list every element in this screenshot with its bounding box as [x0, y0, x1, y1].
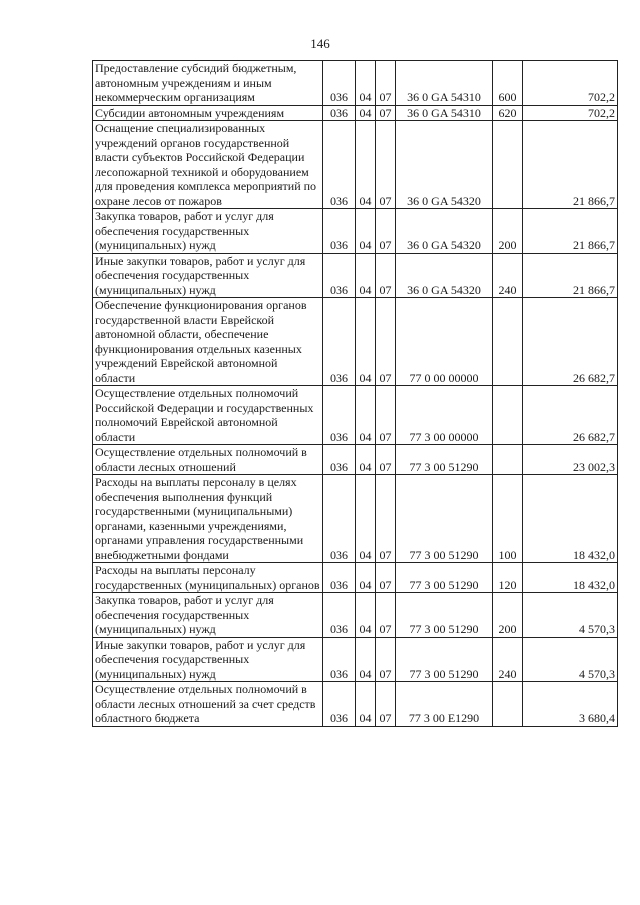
- expense-name-cell: Оснащение специализированных учреждений органов государственной власти субъектов Российской Федерации лесопожарной техникой и оборудованием для проведения комплекса мероприятий по охране лесов от пожаров: [93, 121, 323, 209]
- table-row: [93, 386, 618, 445]
- table-row: [93, 253, 618, 298]
- amount-cell: 4 570,3: [523, 593, 618, 638]
- admin-code-cell: 036: [323, 637, 356, 682]
- program-code-cell: 36 0 GA 54320: [396, 121, 493, 209]
- admin-code-cell: 036: [323, 593, 356, 638]
- section-code-cell: 04: [356, 253, 376, 298]
- amount-cell: 21 866,7: [523, 121, 618, 209]
- subsection-code-cell: 07: [376, 386, 396, 445]
- expense-type-cell: 120: [493, 563, 523, 593]
- program-code-cell: 77 3 00 51290: [396, 593, 493, 638]
- expense-type-cell: 240: [493, 637, 523, 682]
- subsection-code-cell: 07: [376, 475, 396, 563]
- expense-name-cell: Закупка товаров, работ и услуг для обеспечения государственных (муниципальных) нужд: [93, 593, 323, 638]
- amount-cell: 26 682,7: [523, 386, 618, 445]
- table-row: [93, 563, 618, 593]
- section-code-cell: 04: [356, 386, 376, 445]
- admin-code-cell: 036: [323, 475, 356, 563]
- table-row: [93, 593, 618, 638]
- admin-code-cell: 036: [323, 682, 356, 727]
- amount-cell: 21 866,7: [523, 209, 618, 254]
- admin-code-cell: 036: [323, 298, 356, 386]
- amount-cell: 23 002,3: [523, 445, 618, 475]
- admin-code-cell: 036: [323, 209, 356, 254]
- amount-cell: 702,2: [523, 105, 618, 121]
- section-code-cell: 04: [356, 682, 376, 727]
- amount-cell: 702,2: [523, 61, 618, 106]
- program-code-cell: 36 0 GA 54320: [396, 209, 493, 254]
- subsection-code-cell: 07: [376, 209, 396, 254]
- program-code-cell: 77 0 00 00000: [396, 298, 493, 386]
- expense-name-cell: Расходы на выплаты персоналу в целях обеспечения выполнения функций государственными (муниципальными) органами, казенными учреждениями, органами управления государственными внебюджетными фондами: [93, 475, 323, 563]
- program-code-cell: 77 3 00 E1290: [396, 682, 493, 727]
- section-code-cell: 04: [356, 593, 376, 638]
- section-code-cell: 04: [356, 209, 376, 254]
- section-code-cell: 04: [356, 121, 376, 209]
- program-code-cell: 77 3 00 00000: [396, 386, 493, 445]
- expense-type-cell: 600: [493, 61, 523, 106]
- section-code-cell: 04: [356, 637, 376, 682]
- admin-code-cell: 036: [323, 386, 356, 445]
- subsection-code-cell: 07: [376, 253, 396, 298]
- program-code-cell: 36 0 GA 54320: [396, 253, 493, 298]
- admin-code-cell: 036: [323, 563, 356, 593]
- admin-code-cell: 036: [323, 253, 356, 298]
- section-code-cell: 04: [356, 475, 376, 563]
- expense-name-cell: Осуществление отдельных полномочий Российской Федерации и государственных полномочий Еврейской автономной области: [93, 386, 323, 445]
- table-row: [93, 637, 618, 682]
- expense-type-cell: [493, 298, 523, 386]
- subsection-code-cell: 07: [376, 121, 396, 209]
- table-row: [93, 445, 618, 475]
- subsection-code-cell: 07: [376, 563, 396, 593]
- admin-code-cell: 036: [323, 445, 356, 475]
- table-row: [93, 682, 618, 727]
- section-code-cell: 04: [356, 105, 376, 121]
- amount-cell: 18 432,0: [523, 475, 618, 563]
- expense-name-cell: Закупка товаров, работ и услуг для обеспечения государственных (муниципальных) нужд: [93, 209, 323, 254]
- expense-type-cell: [493, 121, 523, 209]
- section-code-cell: 04: [356, 298, 376, 386]
- program-code-cell: 77 3 00 51290: [396, 475, 493, 563]
- expense-type-cell: 200: [493, 209, 523, 254]
- subsection-code-cell: 07: [376, 445, 396, 475]
- program-code-cell: 36 0 GA 54310: [396, 61, 493, 106]
- expense-type-cell: 100: [493, 475, 523, 563]
- expense-type-cell: [493, 386, 523, 445]
- subsection-code-cell: 07: [376, 298, 396, 386]
- expense-name-cell: Осуществление отдельных полномочий в области лесных отношений за счет средств областного бюджета: [93, 682, 323, 727]
- expense-name-cell: Иные закупки товаров, работ и услуг для обеспечения государственных (муниципальных) нужд: [93, 253, 323, 298]
- program-code-cell: 36 0 GA 54310: [396, 105, 493, 121]
- amount-cell: 26 682,7: [523, 298, 618, 386]
- subsection-code-cell: 07: [376, 637, 396, 682]
- expense-name-cell: Иные закупки товаров, работ и услуг для обеспечения государственных (муниципальных) нужд: [93, 637, 323, 682]
- table-row: [93, 298, 618, 386]
- program-code-cell: 77 3 00 51290: [396, 445, 493, 475]
- amount-cell: 18 432,0: [523, 563, 618, 593]
- table-row: [93, 105, 618, 121]
- page-number: 146: [310, 36, 330, 51]
- admin-code-cell: 036: [323, 121, 356, 209]
- section-code-cell: 04: [356, 563, 376, 593]
- expense-type-cell: [493, 682, 523, 727]
- amount-cell: 21 866,7: [523, 253, 618, 298]
- admin-code-cell: 036: [323, 61, 356, 106]
- expense-name-cell: Субсидии автономным учреждениям: [93, 105, 323, 121]
- program-code-cell: 77 3 00 51290: [396, 637, 493, 682]
- subsection-code-cell: 07: [376, 682, 396, 727]
- expense-name-cell: Осуществление отдельных полномочий в области лесных отношений: [93, 445, 323, 475]
- table-row: [93, 475, 618, 563]
- table-row: [93, 209, 618, 254]
- expense-type-cell: 200: [493, 593, 523, 638]
- subsection-code-cell: 07: [376, 105, 396, 121]
- budget-table-body: [93, 61, 618, 727]
- table-row: [93, 61, 618, 106]
- expense-type-cell: 240: [493, 253, 523, 298]
- section-code-cell: 04: [356, 445, 376, 475]
- expense-type-cell: [493, 445, 523, 475]
- amount-cell: 4 570,3: [523, 637, 618, 682]
- subsection-code-cell: 07: [376, 593, 396, 638]
- expense-name-cell: Расходы на выплаты персоналу государственных (муниципальных) органов: [93, 563, 323, 593]
- program-code-cell: 77 3 00 51290: [396, 563, 493, 593]
- subsection-code-cell: 07: [376, 61, 396, 106]
- admin-code-cell: 036: [323, 105, 356, 121]
- table-row: [93, 121, 618, 209]
- expense-type-cell: 620: [493, 105, 523, 121]
- expense-name-cell: Обеспечение функционирования органов государственной власти Еврейской автономной области, обеспечение функционирования отдельных казенных учреждений Еврейской автономной области: [93, 298, 323, 386]
- section-code-cell: 04: [356, 61, 376, 106]
- budget-table: [92, 60, 618, 727]
- expense-name-cell: Предоставление субсидий бюджетным, автономным учреждениям и иным некоммерческим организациям: [93, 61, 323, 106]
- amount-cell: 3 680,4: [523, 682, 618, 727]
